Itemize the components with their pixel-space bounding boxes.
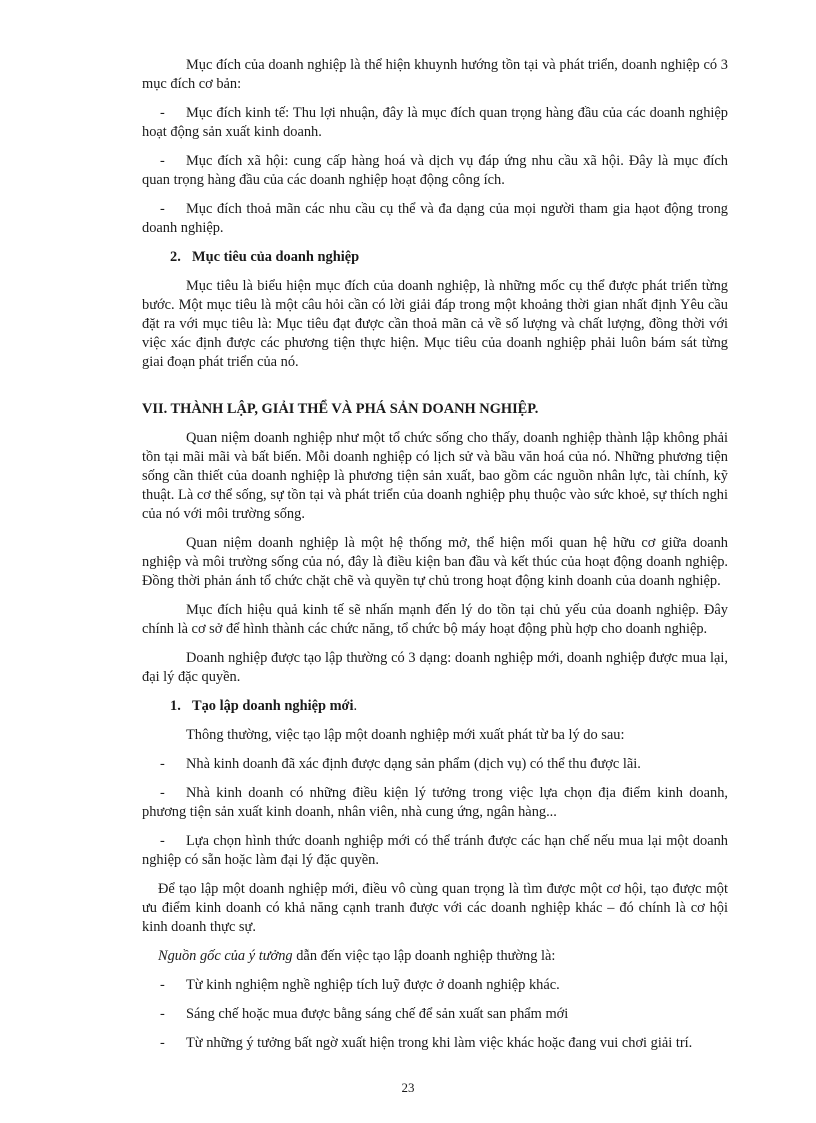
paragraph-three-reasons: Thông thường, việc tạo lập một doanh nghiệp mới xuất phát từ ba lý do sau: bbox=[186, 727, 625, 743]
heading-period: . bbox=[353, 698, 358, 714]
bullet-product-identified bbox=[142, 755, 728, 774]
bullet-social-purpose bbox=[142, 152, 728, 190]
bullet-dash: - bbox=[160, 1035, 165, 1051]
bullet-text: Mục đích xã hội: cung cấp hàng hoá và dịch vụ đáp ứng nhu cầu xã hội. Đây là mục đích quan trọng hàng đầu của các doanh nghiệp hoạt động công ích. bbox=[142, 153, 728, 188]
paragraph-living-organization: Quan niệm doanh nghiệp như một tổ chức sống cho thấy, doanh nghiệp thành lập không phải tồn tại mãi mãi và bất biến. Mỗi doanh nghiệp có lịch sử và bầu văn hoá của nó. Những phương tiện sống cần thiết của doanh nghiệp là phương tiện sản xuất, bao gồm các nguồn nhân lực, tài chính, kỹ thuật. Là cơ thể sống, sự tồn tại và phát triển của doanh nghiệp phụ thuộc vào sức khoẻ, sự thích nghi của nó với môi trường sống. bbox=[142, 430, 728, 522]
paragraph-idea-sources bbox=[142, 947, 728, 966]
paragraph-three-forms: Doanh nghiệp được tạo lập thường có 3 dạng: doanh nghiệp mới, doanh nghiệp được mua lại, đại lý đặc quyền. bbox=[142, 650, 728, 685]
heading-number: 1. bbox=[170, 698, 181, 714]
paragraph-economic-efficiency: Mục đích hiệu quả kinh tế sẽ nhấn mạnh đến lý do tồn tại chủ yếu của doanh nghiệp. Đây chính là cơ sở để hình thành các chức năng, tổ chức bộ máy hoạt động phù hợp cho doanh nghiệp. bbox=[142, 602, 728, 637]
bullet-dash: - bbox=[160, 756, 165, 772]
bullet-ideal-conditions bbox=[142, 784, 728, 822]
bullet-text: Từ những ý tưởng bất ngờ xuất hiện trong khi làm việc khác hoặc đang vui chơi giải trí. bbox=[186, 1035, 693, 1051]
bullet-text: Sáng chế hoặc mua được bằng sáng chế để sản xuất san phẩm mới bbox=[186, 1006, 569, 1022]
heading-goals bbox=[170, 248, 728, 267]
bullet-avoid-limitations bbox=[142, 832, 728, 870]
bullet-text: Nhà kinh doanh đã xác định được dạng sản phẩm (dịch vụ) có thể thu được lãi. bbox=[186, 756, 641, 772]
document-page bbox=[142, 56, 728, 1063]
bullet-text: Từ kinh nghiệm nghề nghiệp tích luỹ được ở doanh nghiệp khác. bbox=[186, 977, 560, 993]
paragraph-goals: Mục tiêu là biểu hiện mục đích của doanh nghiệp, là những mốc cụ thể được phát triển từng bước. Một mục tiêu là một câu hỏi cần có lời giải đáp trong một khoảng thời gian nhất định Yêu cầu đặt ra với mục tiêu là: Mục tiêu đạt được cần thoả mãn cả về số lượng và chất lượng, đồng thời với việc xác định được các phương tiện thực hiện. Mục tiêu của doanh nghiệp phải luôn bám sát từng giai đoạn phát triển của nó. bbox=[142, 278, 728, 370]
bullet-dash: - bbox=[160, 833, 165, 849]
heading-new-enterprise bbox=[170, 697, 728, 716]
bullet-dash: - bbox=[160, 977, 165, 993]
bullet-experience bbox=[142, 976, 728, 995]
paragraph-text: dẫn đến việc tạo lập doanh nghiệp thường là: bbox=[292, 948, 556, 964]
bullet-dash: - bbox=[160, 105, 165, 121]
bullet-patent bbox=[142, 1005, 728, 1024]
bullet-economic-purpose bbox=[142, 104, 728, 142]
bullet-dash: - bbox=[160, 201, 165, 217]
heading-number: 2. bbox=[170, 249, 181, 265]
page-number: 23 bbox=[401, 1080, 415, 1095]
paragraph-purpose-intro: Mục đích của doanh nghiệp là thể hiện khuynh hướng tồn tại và phát triển, doanh nghiệp có 3 mục đích cơ bản: bbox=[142, 57, 728, 92]
italic-phrase: Nguồn gốc của ý tưởng bbox=[158, 948, 293, 964]
bullet-dash: - bbox=[160, 785, 165, 801]
bullet-text: Mục đích kinh tế: Thu lợi nhuận, đây là mục đích quan trọng hàng đầu của các doanh nghiệp hoạt động sản xuất kinh doanh. bbox=[142, 105, 728, 140]
bullet-dash: - bbox=[160, 1006, 165, 1022]
paragraph-open-system: Quan niệm doanh nghiệp là một hệ thống mở, thể hiện mối quan hệ hữu cơ giữa doanh nghiệp và môi trường sống của nó, đây là điều kiện ban đầu và kết thúc của hoạt động doanh nghiệp. Đồng thời phản ánh tổ chức chặt chẽ và quyền tự chủ trong hoạt động kinh doanh của doanh nghiệp. bbox=[142, 535, 728, 589]
bullet-dash: - bbox=[160, 153, 165, 169]
paragraph-opportunity: Để tạo lập một doanh nghiệp mới, điều vô cùng quan trọng là tìm được một cơ hội, tạo được một ưu điểm kinh doanh có khả năng cạnh tranh được với các doanh nghiệp khác – đó chính là cơ hội kinh doanh thực sự. bbox=[142, 881, 728, 935]
bullet-text: Nhà kinh doanh có những điều kiện lý tưởng trong việc lựa chọn địa điểm kinh doanh, phương tiện sản xuất kinh doanh, nhân viên, nhà cung ứng, ngân hàng... bbox=[142, 785, 728, 820]
heading-text: Mục tiêu của doanh nghiệp bbox=[192, 249, 360, 265]
bullet-needs-purpose bbox=[142, 200, 728, 238]
bullet-unexpected-ideas bbox=[142, 1034, 728, 1053]
bullet-text: Mục đích thoả mãn các nhu cầu cụ thể và đa dạng của mọi người tham gia hạot động trong doanh nghiệp. bbox=[142, 201, 728, 236]
bullet-text: Lựa chọn hình thức doanh nghiệp mới có thể tránh được các hạn chế nếu mua lại một doanh nghiệp có sẵn hoặc làm đại lý đặc quyền. bbox=[142, 833, 728, 868]
heading-text: Tạo lập doanh nghiệp mới bbox=[192, 698, 354, 714]
section-title-establishment: VII. THÀNH LẬP, GIẢI THỂ VÀ PHÁ SẢN DOANH NGHIỆP. bbox=[142, 401, 539, 417]
